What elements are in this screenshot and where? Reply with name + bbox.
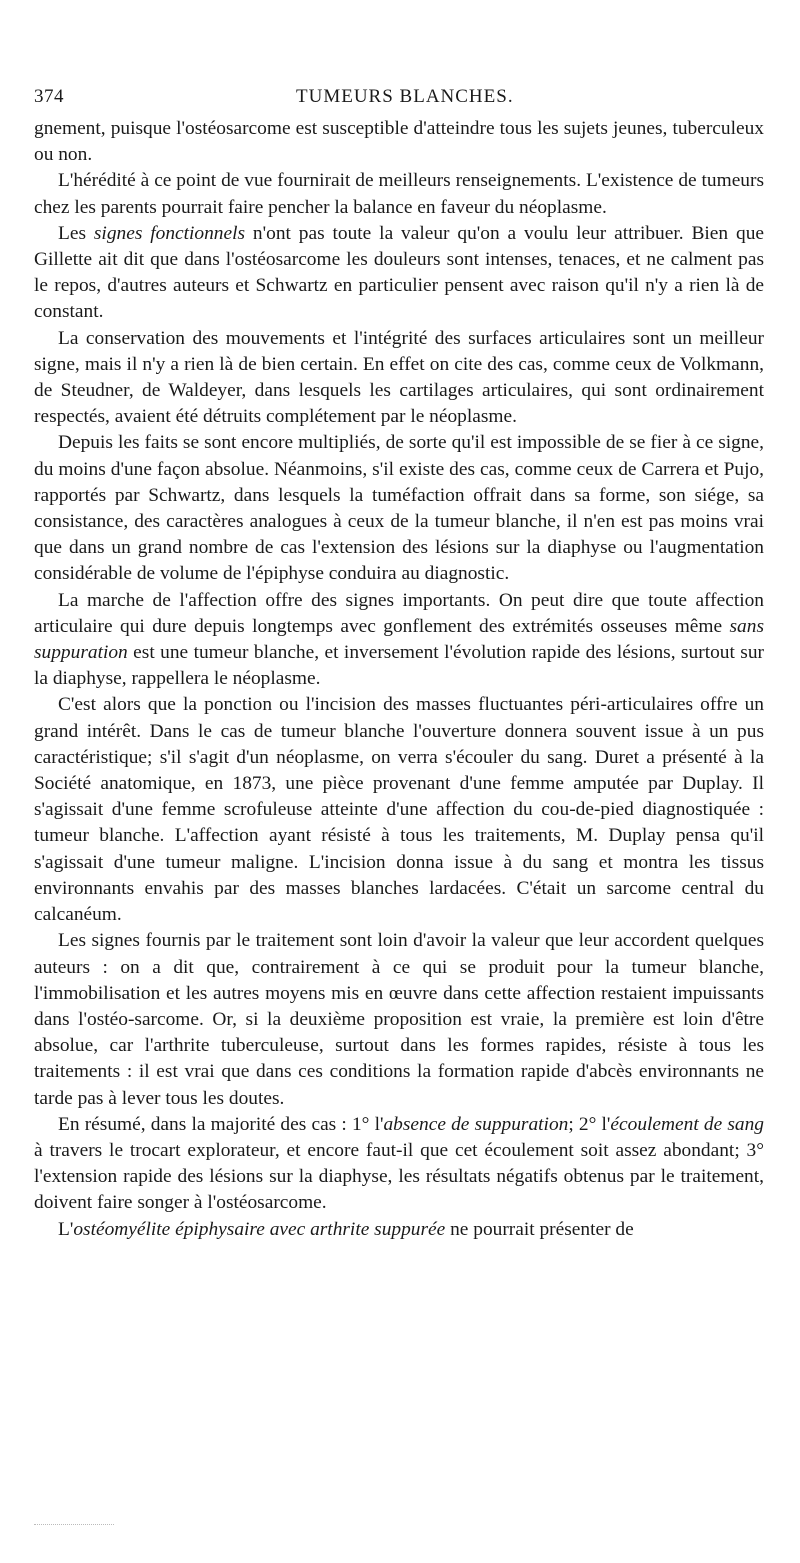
emphasis: sans suppuration <box>34 615 764 664</box>
paragraph-10: L'ostéomyélite épiphysaire avec arthrite suppurée ne pourrait présenter de <box>58 1218 634 1240</box>
paragraph-3: Les signes fonctionnels n'ont pas toute la valeur qu'on a voulu leur attribuer. Bien que Gillette ait dit que dans l'ostéosarcome les douleurs sont intenses, tenaces, et ne calment pas le repos, d'autres auteurs et Schwartz en particulier pensent avec raison qu'il n'y a rien là de constant. <box>34 222 764 323</box>
paragraph-2: L'hérédité à ce point de vue fournirait de meilleurs renseignements. L'existence de tumeurs chez les parents pourrait faire pencher la balance en faveur du néoplasme. <box>34 170 764 218</box>
body-text <box>34 116 764 1243</box>
emphasis: absence de suppuration <box>383 1113 569 1135</box>
footer-divider <box>34 1524 114 1525</box>
emphasis: signes fonctionnels <box>93 222 246 244</box>
running-header <box>34 82 764 116</box>
paragraph-7: C'est alors que la ponction ou l'incision des masses fluctuantes péri-articulaires offre un grand intérêt. Dans le cas de tumeur blanche l'ouverture donnera souvent issue à un pus caractéristique; s'il s'agit d'un néoplasme, on verra s'écouler du sang. Duret a présenté à la Société anatomique, en 1873, une pièce provenant d'une femme amputée par Duplay. Il s'agissait d'une femme scrofuleuse atteinte d'une affection du cou-de-pied diagnostiquée : tumeur blanche. L'affection ayant résisté à tous les traitements, M. Duplay pensa qu'il s'agissait d'une tumeur maligne. L'incision donna issue à du sang et montra les tissus environnants envahis par des masses blanches lardacées. C'était un sarcome central du calcanéum. <box>34 694 764 926</box>
paragraph-9: En résumé, dans la majorité des cas : 1° l'absence de suppuration; 2° l'écoulement de sang à travers le trocart explorateur, et encore faut-il que cet écoulement soit assez abondant; 3° l'extension rapide des lésions sur la diaphyse, les résultats négatifs obtenus par le traitement, doivent faire songer à l'ostéosarcome. <box>34 1113 765 1214</box>
paragraph-1: gnement, puisque l'ostéosarcome est susceptible d'atteindre tous les sujets jeunes, tuberculeux ou non. <box>34 118 764 166</box>
paragraph-8: Les signes fournis par le traitement sont loin d'avoir la valeur que leur accordent quelques auteurs : on a dit que, contrairement à ce qui se produit pour la tumeur blanche, l'immobilisation et les autres moyens mis en œuvre dans cette affection restaient impuissants dans l'ostéo-sarcome. Or, si la deuxième proposition est vraie, la première est loin d'être absolue, car l'arthrite tuberculeuse, surtout dans les formes rapides, résiste à tous les traitements : il est vrai que dans ces conditions la formation rapide d'abcès environnants ne tarde pas à lever tous les doutes. <box>34 930 764 1109</box>
paragraph-6: La marche de l'affection offre des signes importants. On peut dire que toute affection articulaire qui dure depuis longtemps avec gonflement des extrémités osseuses même sans suppuration est une tumeur blanche, et inversement l'évolution rapide des lésions, surtout sur la diaphyse, rappellera le néoplasme. <box>34 589 764 690</box>
book-page <box>34 82 764 1243</box>
page-number: 374 <box>34 86 64 107</box>
emphasis: écoulement de sang <box>610 1113 765 1135</box>
running-title: TUMEURS BLANCHES. <box>296 86 514 107</box>
paragraph-4: La conservation des mouvements et l'intégrité des surfaces articulaires sont un meilleur signe, mais il n'y a rien là de bien certain. En effet on cite des cas, comme ceux de Volkmann, de Steudner, de Waldeyer, dans lesquels les cartilages articulaires, qui sont ordinairement respectés, avaient été détruits complétement par le néoplasme. <box>34 327 764 428</box>
paragraph-5: Depuis les faits se sont encore multipliés, de sorte qu'il est impossible de se fier à ce signe, du moins d'une façon absolue. Néanmoins, s'il existe des cas, comme ceux de Carrera et Pujo, rapportés par Schwartz, dans lesquels la tuméfaction offrait dans sa forme, son siége, sa consistance, des caractères analogues à ceux de la tumeur blanche, il n'en est pas moins vrai que dans un grand nombre de cas l'extension des lésions sur la diaphyse ou l'augmentation considérable de volume de l'épiphyse conduira au diagnostic. <box>34 432 764 585</box>
emphasis: ostéomyélite épiphysaire avec arthrite suppurée <box>73 1218 446 1240</box>
